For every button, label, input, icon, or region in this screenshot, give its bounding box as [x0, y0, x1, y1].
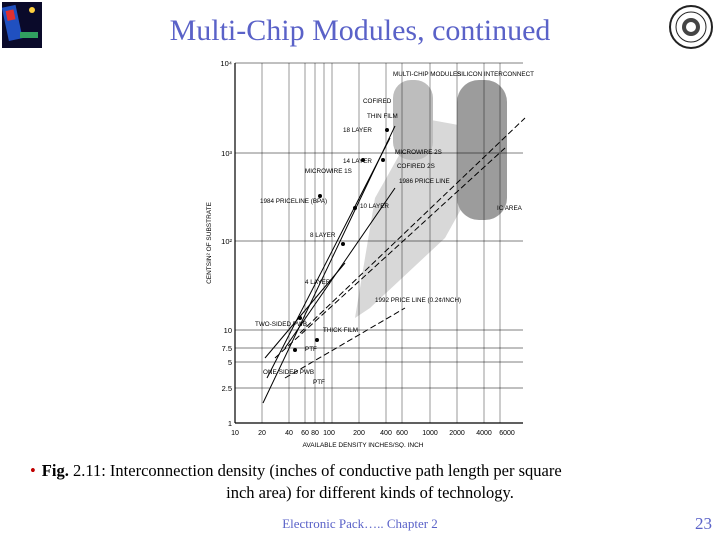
x-tick-label: 6000: [499, 430, 515, 437]
slide-footer: Electronic Pack….. Chapter 2: [282, 516, 438, 531]
label-1992-priceline: 1992 PRICE LINE (0.2¢/INCH): [375, 297, 462, 304]
x-tick-label: 400: [380, 430, 392, 437]
slide-title: Multi-Chip Modules, continued: [169, 14, 551, 47]
y-tick-label: 10⁴: [220, 59, 232, 68]
ic-area-region: [457, 80, 507, 220]
caption-prefix: Fig.: [41, 461, 69, 480]
label-silicon: SILICON INTERCONNECT: [457, 71, 534, 78]
x-tick-label: 1000: [422, 430, 438, 437]
university-seal-icon: [668, 4, 714, 50]
x-tick-label: 200: [353, 430, 365, 437]
page-number: 23: [695, 514, 712, 533]
y-tick-label: 10²: [221, 237, 232, 246]
label-ptf: PTF: [305, 346, 317, 353]
label-8-layer: 8 LAYER: [310, 232, 336, 239]
label-microwire-1s: MICROWIRE 1S: [305, 168, 352, 175]
y-tick-label: 7.5: [221, 344, 232, 353]
y-axis-label: CENTSIN² OF SUBSTRATE: [206, 202, 213, 284]
label-1984-priceline: 1984 PRICELINE (BPA): [260, 198, 328, 205]
y-tick-label: 5: [227, 358, 232, 367]
x-tick-label: 100: [323, 430, 335, 437]
bullet-icon: •: [30, 461, 36, 480]
caption-line-1: 2.11: Interconnection density (inches of conductive path length per square: [72, 461, 562, 480]
x-tick-label: 600: [396, 430, 408, 437]
label-cofired: COFIRED: [363, 98, 392, 105]
density-figure: [205, 58, 535, 448]
y-tick-label: 1: [227, 419, 232, 428]
x-tick-label: 20: [258, 430, 266, 437]
label-ic-area: IC AREA: [497, 205, 522, 212]
x-tick-label: 60: [301, 430, 309, 437]
y-tick-label: 10³: [221, 149, 232, 158]
label-microwire-2s: MICROWIRE 2S: [395, 149, 442, 156]
label-cofired-2s: COFIRED 2S: [397, 163, 435, 170]
y-tick-label: 10: [223, 326, 232, 335]
label-one-sided-pwb: ONE-SIDED PWB: [263, 369, 315, 376]
label-thin-film: THIN FILM: [367, 113, 398, 120]
label-two-sided-pwb: TWO-SIDED PWB: [255, 321, 308, 328]
x-tick-label: 10: [231, 430, 239, 437]
label-18-layer: 18 LAYER: [343, 127, 372, 134]
label-1986-priceline: 1986 PRICE LINE: [399, 178, 450, 185]
x-tick-label: 80: [311, 430, 319, 437]
label-4-layer: 4 LAYER: [305, 279, 331, 286]
y-tick-label: 2.5: [221, 384, 232, 393]
label-ptf-2: PTF: [313, 379, 325, 386]
label-mcm: MULTI-CHIP MODULES: [393, 71, 462, 78]
label-14-layer: 14 LAYER: [343, 158, 372, 165]
label-thick-film: THICK FILM: [323, 327, 358, 334]
x-tick-label: 40: [285, 430, 293, 437]
mcm-column: [393, 80, 433, 160]
x-axis-label: AVAILABLE DENSITY INCHES/SQ. INCH: [302, 442, 424, 448]
x-tick-label: 2000: [449, 430, 465, 437]
x-tick-label: 4000: [476, 430, 492, 437]
caption-line-2: inch area) for different kinds of technology.: [226, 483, 514, 502]
label-10-layer: 10 LAYER: [360, 203, 389, 210]
figure-caption: [30, 460, 690, 504]
